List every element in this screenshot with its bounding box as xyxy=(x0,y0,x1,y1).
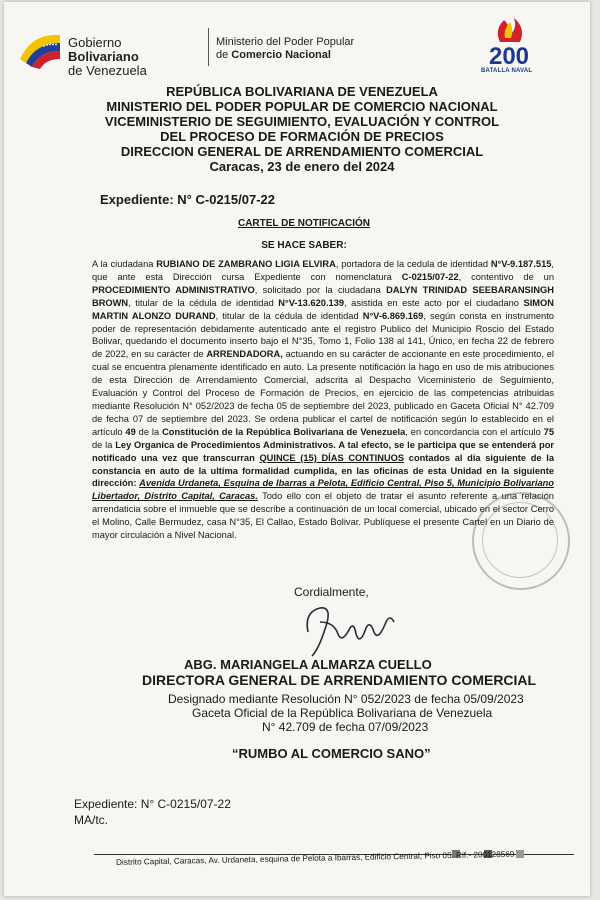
emblem-number: 200 xyxy=(488,43,530,70)
expediente-number: Expediente: N° C-0215/07-22 xyxy=(100,192,275,207)
signature xyxy=(294,592,404,662)
venezuela-flag-icon xyxy=(18,29,62,69)
initials: MA/tc. xyxy=(74,813,109,827)
motto: “RUMBO AL COMERCIO SANO” xyxy=(232,746,431,761)
header-line: REPÚBLICA BOLIVARIANA DE VENEZUELA xyxy=(166,84,438,99)
bottom-expediente: Expediente: N° C-0215/07-22 xyxy=(74,797,231,811)
signatory-name: ABG. MARIANGELA ALMARZA CUELLO xyxy=(184,657,432,672)
notification-body: A la ciudadana RUBIANO DE ZAMBRANO LIGIA ELVIRA, portadora de la cedula de identidad N°V-9.187.515, que ante esta Dirección cursa Expediente con nomenclatura C-0215/07-22, contentivo de un PROCEDIMIENTO ADMINISTRATIVO, solicitado por la ciudadana DALYN TRINIDAD SEEBARANSINGH BROWN, titular de la cédula de identidad N°V-13.620.139, asistida en este acto por el ciudadano SIMON MARTIN ALONZO DURAND, titular de la cédula de identidad N°V-6.869.169, según consta en instrumento poder de representación debidamente autenticado ante el registro Publico del Municipio Roscio del Estado Bolivar, quedando el documento inserto bajo el N°35, Tomo 1, Folio 138 al 141, Único, en fecha 22 de febrero de 2022, en su carácter de ARRENDADORA, actuando en su carácter de accionante en este procedimiento, el cual se encuentra plenamente identificado en auto. La presente notificación la hago en uso de mis atribuciones de esta Dirección de Arrendamiento Comercial, adscrita al Despacho Viceministerio de Seguimiento, Evaluación y Control del Proceso de Formación de Precios, en ejercicio de las competencias atribuidas mediante Resolución N° 052/2023 de fecha 05 de septiembre del 2023, publicado en Gaceta Oficial N° 42.709 de fecha 07 de septiembre del 2023. Se ordena publicar el cartel de notificación según lo establecido en el artículo 49 de la Constitución de la República Bolivariana de Venezuela, en concordancia con el artículo 75 de la Ley Organica de Procedimientos Administrativos. A tal efecto, se le participa que se entenderá por notificado una vez que transcurran QUINCE (15) DÍAS CONTINUOS contados al día siguiente de la constancia en auto de la ultima formalidad cumplida, en las oficinas de esta Unidad en la siguiente dirección: Avenida Urdaneta, Esquina de Ibarras a Pelota, Edificio Central, Piso 5, Municipio Bolivariano Libertador, Distrito Capital, Caracas. Todo ello con el objeto de tratar el asunto referente a una relación arrendaticia sobre el inmueble que se describe a continuación de un local comercial, ubicado en el sector Cerro el Molino, Calle Bermudez, casa N°35, El Callao, Estado Bolivar. Publíquese el presente Cartel en un Diario de mayor circulación a Nivel Nacional. xyxy=(92,259,555,541)
header-line: MINISTERIO DEL PODER POPULAR DE COMERCIO NACIONAL xyxy=(106,99,498,114)
se-hace-saber: SE HACE SABER: xyxy=(261,240,347,251)
document-header xyxy=(64,84,540,174)
emblem-caption: BATALLA NAVAL xyxy=(481,68,533,74)
header-date: Caracas, 23 de enero del 2024 xyxy=(209,159,395,174)
ministry-name: Ministerio del Poder Popular de Comercio Nacional xyxy=(216,36,355,61)
official-stamp-inner xyxy=(482,502,558,578)
footer-address: Distrito Capital, Caracas, Av. Urdaneta, esquina de Pelota a Ibarras, Edificio Central, Piso 05. Rif.- 200128569 xyxy=(116,849,515,867)
signatory-gazette-number: N° 42.709 de fecha 07/09/2023 xyxy=(262,720,429,734)
signatory-title: DIRECTORA GENERAL DE ARRENDAMIENTO COMERCIAL xyxy=(142,672,537,688)
signatory-resolution: Designado mediante Resolución N° 052/2023 de fecha 05/09/2023 xyxy=(168,692,524,706)
closing: Cordialmente, xyxy=(294,585,369,599)
document-page xyxy=(4,2,590,896)
cartel-title: CARTEL DE NOTIFICACIÓN xyxy=(237,218,371,229)
government-name: Gobierno Bolivariano de Venezuela xyxy=(68,35,147,78)
header-line: VICEMINISTERIO DE SEGUIMIENTO, EVALUACIÓN Y CONTROL xyxy=(104,114,500,129)
header-line: DEL PROCESO DE FORMACIÓN DE PRECIOS xyxy=(160,129,444,144)
header-divider xyxy=(208,28,209,66)
government-logo xyxy=(18,27,188,77)
signatory-gazette: Gaceta Oficial de la República Bolivariana de Venezuela xyxy=(192,706,493,720)
header-line: DIRECCION GENERAL DE ARRENDAMIENTO COMERCIAL xyxy=(120,144,484,159)
